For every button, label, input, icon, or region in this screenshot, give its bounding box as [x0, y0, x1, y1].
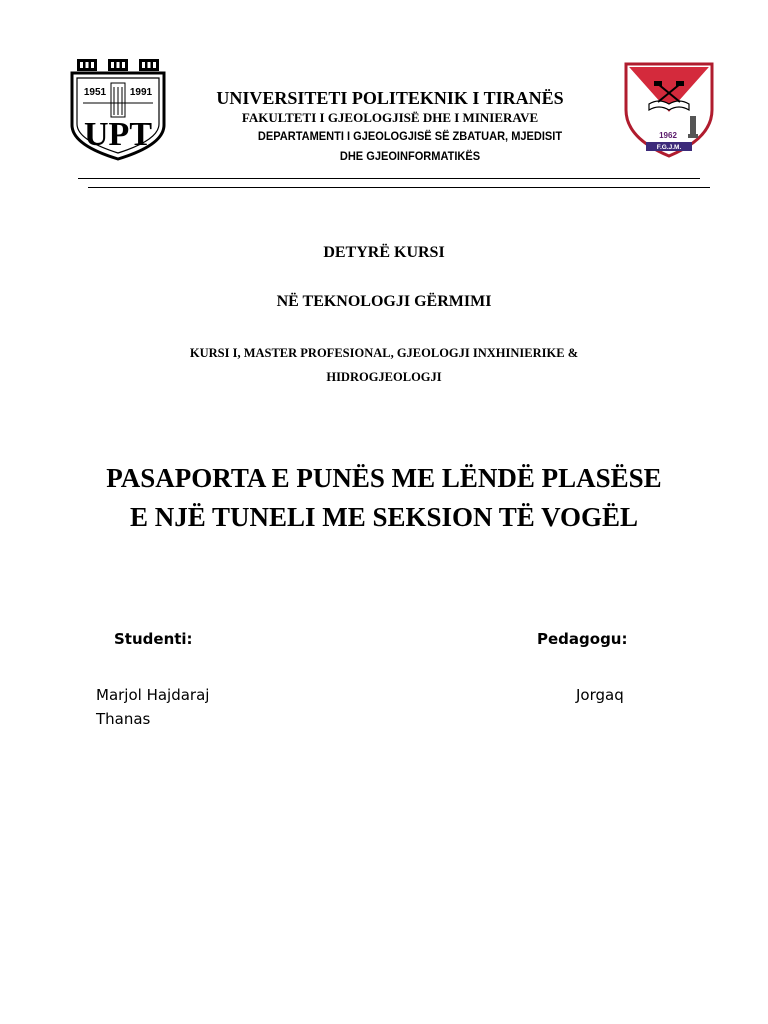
student-label: Studenti:	[114, 630, 193, 648]
teacher-last-name: Thanas	[96, 710, 151, 728]
department-name-line2: DHE GJEOINFORMATIKËS	[339, 149, 481, 163]
upt-logo-year-left: 1951	[83, 87, 107, 98]
course-line1: KURSI I, MASTER PROFESIONAL, GJEOLOGJI INXHINIERIKE &	[189, 346, 579, 360]
fgjm-logo	[624, 62, 714, 158]
header-divider-top	[78, 178, 700, 179]
fgjm-logo-text: F.G.J.M.	[656, 144, 682, 151]
assignment-title: DETYRË KURSI	[323, 244, 445, 261]
upt-logo-year-right: 1991	[129, 87, 153, 98]
upt-logo	[69, 59, 167, 161]
subject-title: NË TEKNOLOGJI GËRMIMI	[276, 293, 492, 310]
faculty-name: FAKULTETI I GJEOLOGJISË DHE I MINIERAVE	[241, 110, 539, 125]
fgjm-logo-year: 1962	[659, 131, 677, 140]
teacher-label: Pedagogu:	[537, 630, 628, 648]
upt-logo-text: UPT	[84, 116, 152, 153]
department-name-line1: DEPARTAMENTI I GJEOLOGJISË SË ZBATUAR, MJEDISIT	[257, 129, 563, 143]
main-title-line1: PASAPORTA E PUNËS ME LËNDË PLASËSE	[106, 463, 662, 493]
student-name: Marjol Hajdaraj	[96, 686, 210, 704]
university-name: UNIVERSITETI POLITEKNIK I TIRANËS	[216, 88, 564, 108]
course-line2: HIDROGJEOLOGJI	[326, 370, 442, 384]
main-title-line2: E NJË TUNELI ME SEKSION TË VOGËL	[129, 502, 639, 532]
header-divider-bottom	[88, 187, 710, 188]
teacher-first-name: Jorgaq	[576, 686, 624, 704]
